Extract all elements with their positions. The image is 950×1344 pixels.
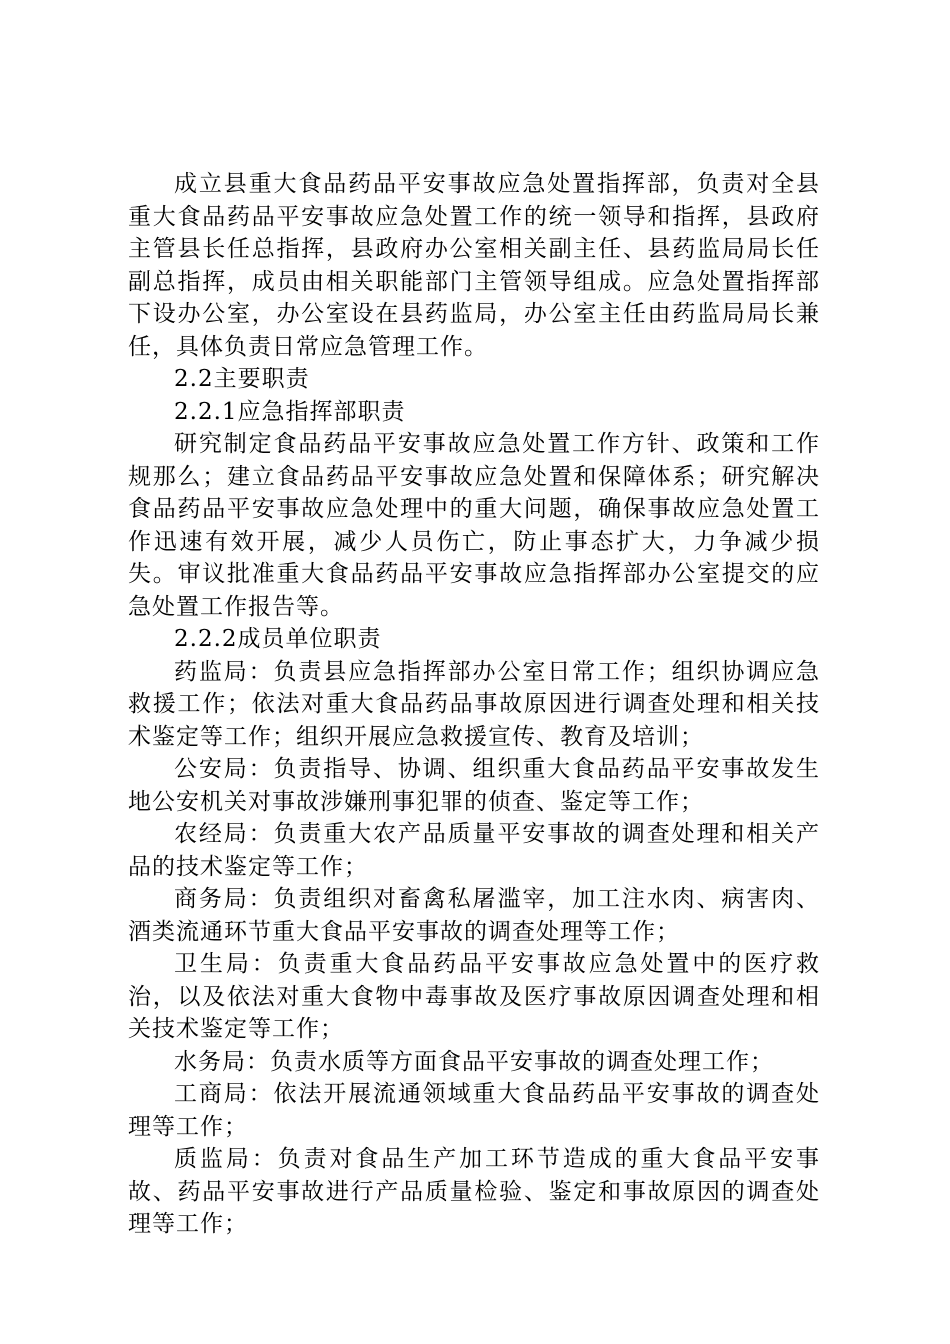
paragraph-industry-commerce: 工商局：依法开展流通领域重大食品药品平安事故的调查处理等工作；	[128, 1081, 820, 1140]
paragraph-drug-bureau: 药监局：负责县应急指挥部办公室日常工作；组织协调应急救援工作；依法对重大食品药品事故原因进行调查处理和相关技术鉴定等工作；组织开展应急救援宣传、教育及培训；	[128, 658, 820, 750]
paragraph-agriculture: 农经局：负责重大农产品质量平安事故的调查处理和相关产品的技术鉴定等工作；	[128, 821, 820, 880]
paragraph-command-setup: 成立县重大食品药品平安事故应急处置指挥部，负责对全县重大食品药品平安事故应急处置工作的统一领导和指挥，县政府主管县长任总指挥，县政府办公室相关副主任、县药监局局长任副总指挥，成员由相关职能部门主管领导组成。应急处置指挥部下设办公室，办公室设在县药监局，办公室主任由药监局局长兼任，具体负责日常应急管理工作。	[128, 171, 820, 360]
document-body	[128, 168, 820, 1241]
heading-main-duties: 2.2主要职责	[174, 366, 310, 392]
paragraph-water: 水务局：负责水质等方面食品平安事故的调查处理工作；	[174, 1048, 774, 1075]
paragraph-command-duties: 研究制定食品药品平安事故应急处置工作方针、政策和工作规那么；建立食品药品平安事故应急处置和保障体系；研究解决食品药品平安事故应急处理中的重大问题，确保事故应急处置工作迅速有效开展，减少人员伤亡，防止事态扩大，力争减少损失。审议批准重大食品药品平安事故应急指挥部办公室提交的应急处置工作报告等。	[128, 431, 820, 620]
paragraph-health: 卫生局：负责重大食品药品平安事故应急处置中的医疗救治，以及依法对重大食物中毒事故及医疗事故原因调查处理和相关技术鉴定等工作；	[128, 951, 820, 1042]
heading-member-duties: 2.2.2成员单位职责	[174, 626, 382, 652]
paragraph-quality-supervision: 质监局：负责对食品生产加工环节造成的重大食品平安事故、药品平安事故进行产品质量检验、鉴定和事故原因的调查处理等工作；	[128, 1146, 820, 1237]
paragraph-commerce: 商务局：负责组织对畜禽私屠滥宰，加工注水肉、病害肉、酒类流通环节重大食品平安事故的调查处理等工作；	[128, 886, 820, 945]
heading-command-duties: 2.2.1应急指挥部职责	[174, 398, 406, 425]
paragraph-public-security: 公安局：负责指导、协调、组织重大食品药品平安事故发生地公安机关对事故涉嫌刑事犯罪的侦查、鉴定等工作；	[128, 756, 820, 815]
